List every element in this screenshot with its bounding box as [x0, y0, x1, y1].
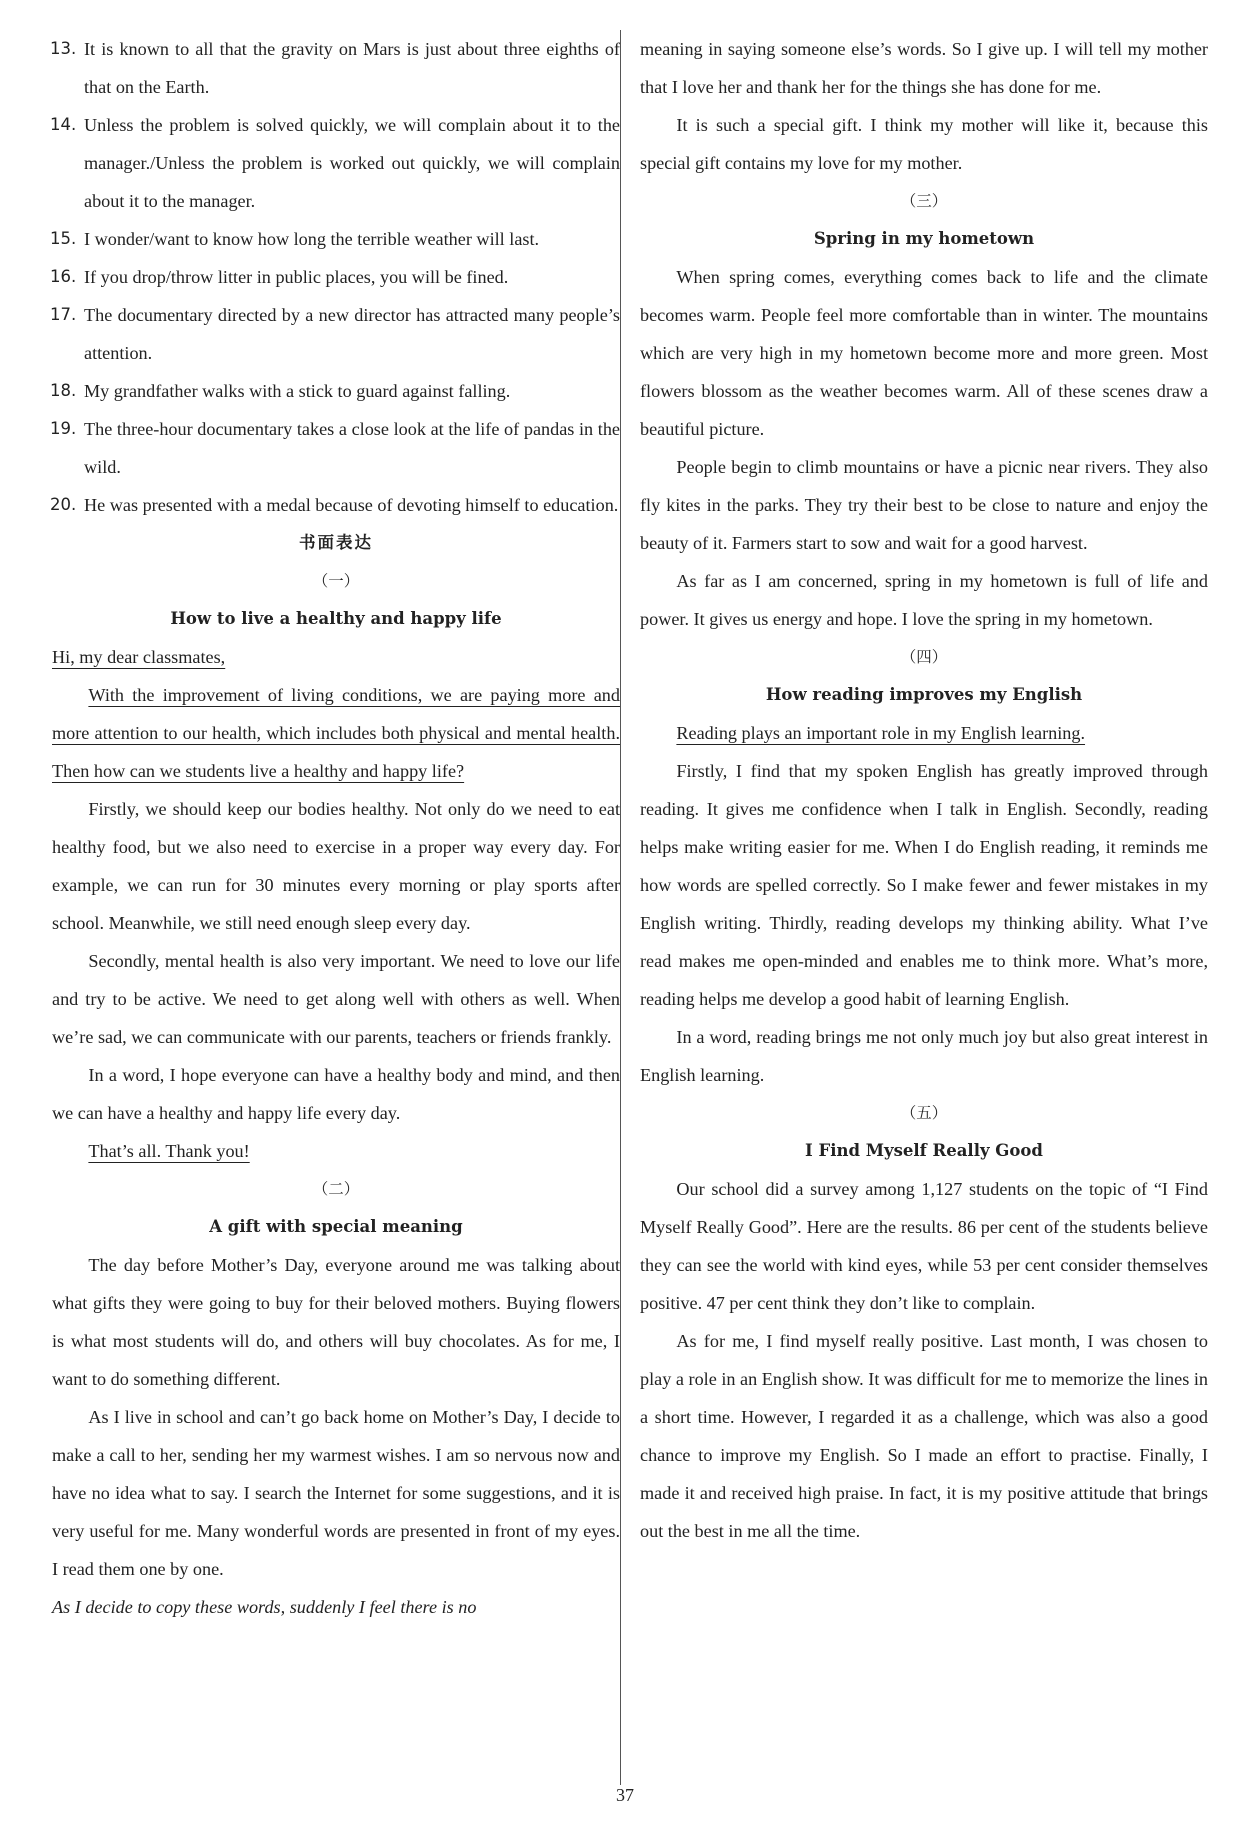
- essay5-paragraph: Our school did a survey among 1,127 students on the topic of “I Find Myself Really Good”. Here are the results. 86 per cent of the students believe they can see the world with kind eyes, while 53 per cent consider themselves positive. 47 per cent think they don’t like to complain.: [640, 1179, 1208, 1313]
- essay4-number: （四）: [900, 648, 948, 666]
- essay2-paragraph-continued: meaning in saying someone else’s words. So I give up. I will tell my mother that I love her and thank her for the things she has done for me.: [640, 39, 1208, 97]
- answer-item: 13. It is known to all that the gravity on Mars is just about three eighths of that on the Earth.: [50, 39, 620, 97]
- essay4-paragraph: In a word, reading brings me not only much joy but also great interest in English learning.: [640, 1027, 1208, 1085]
- essay5-title: I Find Myself Really Good: [805, 1141, 1043, 1160]
- column-divider: [620, 30, 621, 1785]
- essay4-title: How reading improves my English: [765, 685, 1083, 704]
- essay1-greeting: Hi, my dear classmates,: [52, 647, 226, 667]
- essay2-title: A gift with special meaning: [209, 1217, 463, 1236]
- essay3-paragraph: People begin to climb mountains or have a picnic near rivers. They also fly kites in the parks. They try their best to be close to nature and enjoy the beauty of it. Farmers start to sow and wait for a good harvest.: [640, 457, 1208, 553]
- left-column: [52, 30, 620, 1626]
- essay1-intro: With the improvement of living conditions, we are paying more and more attention to our health, which includes both physical and mental health. Then how can we students live a healthy and happy life?: [52, 685, 620, 781]
- essay5-number: （五）: [900, 1104, 948, 1122]
- essay3-number: （三）: [900, 192, 948, 210]
- essay2-number: （二）: [312, 1180, 360, 1198]
- essay3-paragraph: When spring comes, everything comes back to life and the climate becomes warm. People feel more comfortable than in winter. The mountains which are very high in my hometown become more and more green. Most flowers blossom as the weather becomes warm. All of these scenes draw a beautiful picture.: [640, 267, 1208, 439]
- answer-item: 18. My grandfather walks with a stick to guard against falling.: [50, 381, 511, 401]
- essay1-closing: That’s all. Thank you!: [88, 1141, 250, 1161]
- writing-section-title: 书面表达: [299, 533, 373, 552]
- answer-item: 19. The three-hour documentary takes a close look at the life of pandas in the wild.: [50, 419, 620, 477]
- essay2-paragraph: It is such a special gift. I think my mother will like it, because this special gift contains my love for my mother.: [640, 115, 1208, 173]
- page-number: 37: [616, 1785, 634, 1805]
- essay1-number: （一）: [312, 572, 360, 590]
- answer-item: 15. I wonder/want to know how long the terrible weather will last.: [50, 229, 540, 249]
- answer-item: 17. The documentary directed by a new director has attracted many people’s attention.: [50, 305, 620, 363]
- essay4-intro: Reading plays an important role in my English learning.: [676, 723, 1086, 743]
- essay1-paragraph: Firstly, we should keep our bodies healthy. Not only do we need to eat healthy food, but we also need to exercise in a proper way every day. For example, we can run for 30 minutes every morning or play sports after school. Meanwhile, we still need enough sleep every day.: [52, 799, 620, 933]
- essay3-title: Spring in my hometown: [813, 229, 1035, 248]
- answer-item: 20. He was presented with a medal because of devoting himself to education.: [50, 495, 619, 515]
- essay3-paragraph: As far as I am concerned, spring in my hometown is full of life and power. It gives us energy and hope. I love the spring in my hometown.: [640, 571, 1208, 629]
- right-column: [640, 30, 1208, 1550]
- answer-item: 16. If you drop/throw litter in public places, you will be fined.: [50, 267, 509, 287]
- essay2-paragraph: The day before Mother’s Day, everyone around me was talking about what gifts they were going to buy for their beloved mothers. Buying flowers is what most students will do, and others will buy chocolates. As for me, I want to do something different.: [52, 1255, 620, 1389]
- essay4-paragraph: Firstly, I find that my spoken English has greatly improved through reading. It gives me confidence when I talk in English. Secondly, reading helps make writing easier for me. When I do English reading, it reminds me how words are spelled correctly. So I make fewer and fewer mistakes in my English writing. Thirdly, reading develops my thinking ability. What I’ve read makes me open-minded and enables me to think more. What’s more, reading helps me develop a good habit of learning English.: [640, 761, 1208, 1009]
- answer-list: [52, 30, 620, 524]
- essay1-paragraph: In a word, I hope everyone can have a healthy body and mind, and then we can have a healthy and happy life every day.: [52, 1065, 620, 1123]
- essay1-paragraph: Secondly, mental health is also very important. We need to love our life and try to be active. We need to get along well with others as well. When we’re sad, we can communicate with our parents, teachers or friends frankly.: [52, 951, 620, 1047]
- essay5-paragraph: As for me, I find myself really positive. Last month, I was chosen to play a role in an English show. It was difficult for me to memorize the lines in a short time. However, I regarded it as a challenge, which was also a good chance to improve my English. So I made an effort to practise. Finally, I made it and received high praise. In fact, it is my positive attitude that brings out the best in me all the time.: [640, 1331, 1208, 1541]
- essay2-paragraph-end: As I decide to copy these words, suddenly I feel there is no: [52, 1597, 477, 1617]
- essay1-title: How to live a healthy and happy life: [170, 609, 502, 628]
- answer-item: 14. Unless the problem is solved quickly, we will complain about it to the manager./Unless the problem is worked out quickly, we will complain about it to the manager.: [50, 115, 620, 211]
- essay2-paragraph: As I live in school and can’t go back home on Mother’s Day, I decide to make a call to her, sending her my warmest wishes. I am so nervous now and have no idea what to say. I search the Internet for some suggestions, and it is very useful for me. Many wonderful words are presented in front of my eyes. I read them one by one.: [52, 1407, 620, 1579]
